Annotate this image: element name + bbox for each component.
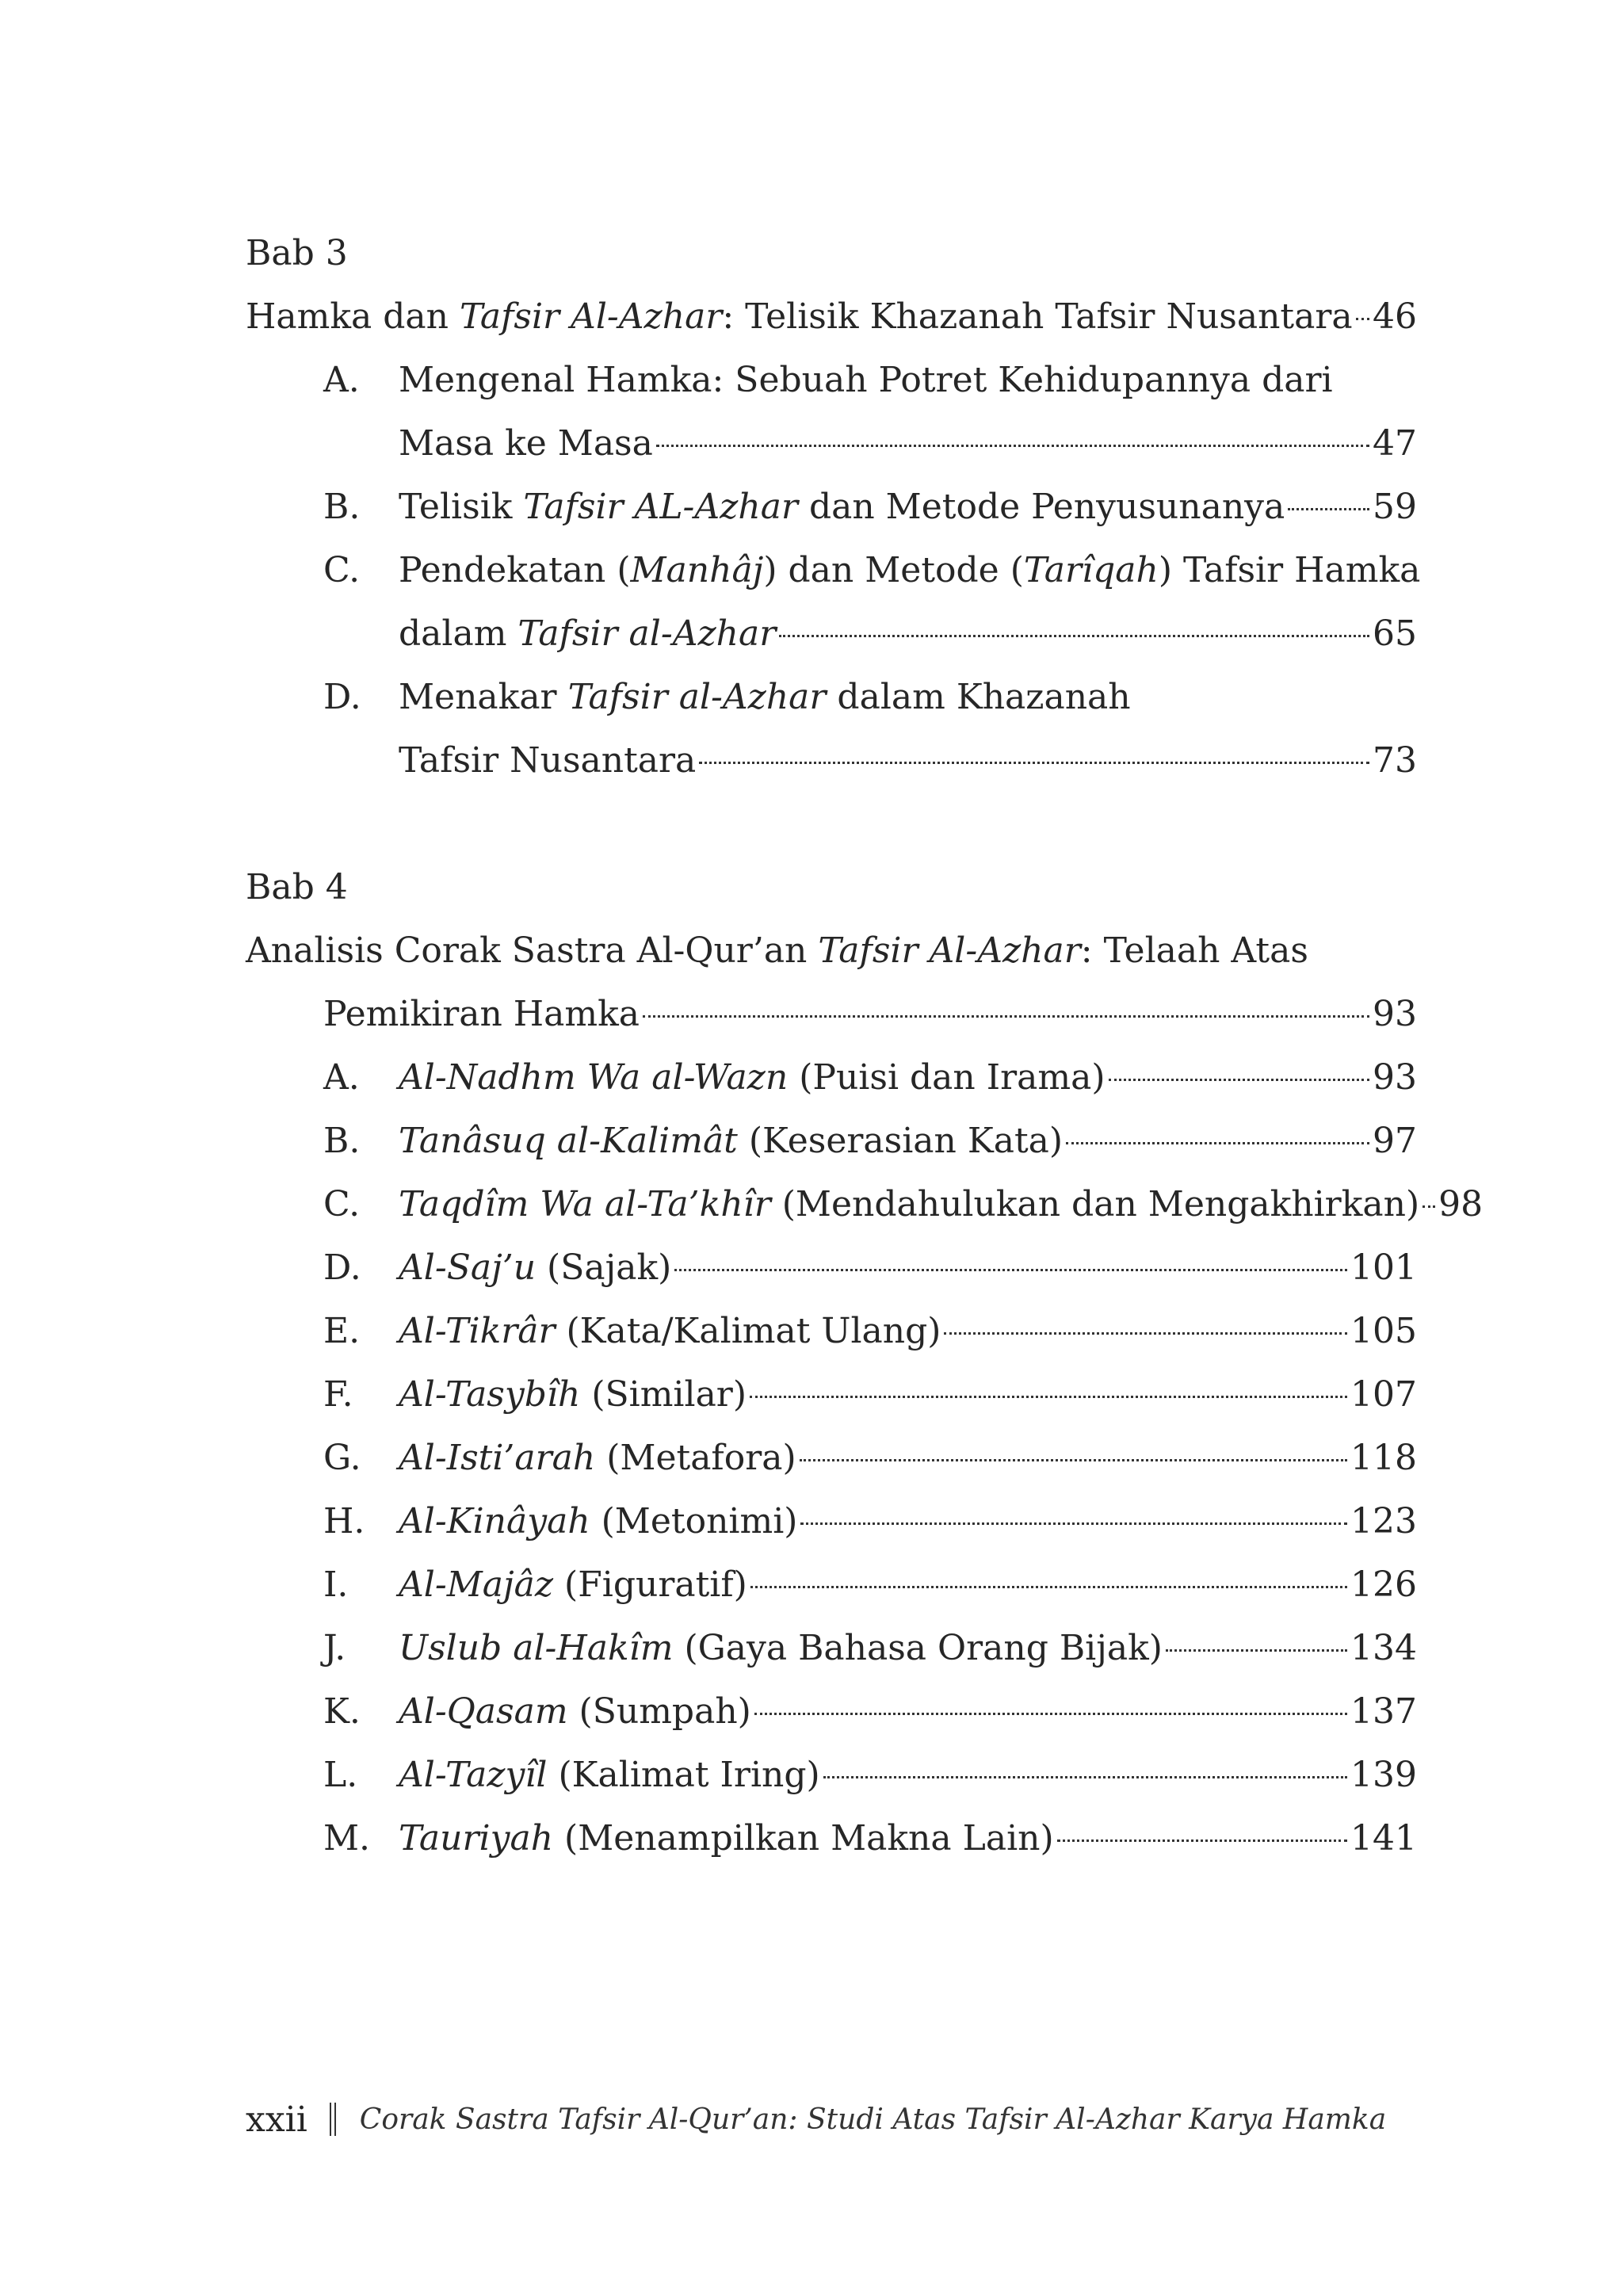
page-number: 46 <box>1373 296 1417 337</box>
toc-entry-bab4-l[interactable] <box>246 1744 1417 1807</box>
page-number: 65 <box>1373 613 1417 654</box>
entry-letter: A. <box>323 360 360 400</box>
page-number: 139 <box>1350 1755 1417 1795</box>
page-number: 126 <box>1350 1564 1417 1605</box>
toc-entry-bab4-b[interactable] <box>246 1110 1417 1173</box>
bab4-title-entry-cont[interactable] <box>246 983 1417 1046</box>
entry-title: Telisik Tafsir AL-Azhar dan Metode Penyusunanya <box>399 487 1285 527</box>
entry-title: Al-Nadhm Wa al-Wazn (Puisi dan Irama) <box>399 1057 1106 1098</box>
page-number: 59 <box>1373 487 1417 527</box>
entry-title: Al-Tasybîh (Similar) <box>399 1374 747 1415</box>
bab3-label: Bab 3 <box>246 233 348 273</box>
toc-entry-bab3-a-cont[interactable] <box>246 412 1417 476</box>
entry-title: Al-Tazyîl (Kalimat Iring) <box>399 1755 820 1795</box>
dot-leader <box>674 1269 1347 1271</box>
folio-page-number: xxii <box>246 2099 307 2140</box>
toc-entry-bab3-d-cont[interactable] <box>246 729 1417 793</box>
dot-leader <box>754 1713 1347 1715</box>
page-number: 93 <box>1373 1057 1417 1098</box>
toc-entry-bab4-a[interactable] <box>246 1046 1417 1110</box>
entry-letter: F. <box>323 1374 353 1415</box>
entry-title: Tanâsuq al-Kalimât (Keserasian Kata) <box>399 1121 1064 1161</box>
page-number: 101 <box>1350 1247 1417 1288</box>
footer-separator <box>330 2103 336 2136</box>
entry-title: Al-Isti’arah (Metafora) <box>399 1438 796 1478</box>
toc-entry-bab3-c[interactable] <box>246 539 1421 602</box>
toc-entry-bab3-a[interactable] <box>246 349 1417 412</box>
dot-leader <box>1288 508 1369 510</box>
toc-entry-bab4-m[interactable] <box>246 1807 1417 1870</box>
entry-letter: M. <box>323 1818 371 1859</box>
toc-entry-bab4-j[interactable] <box>246 1617 1417 1680</box>
toc-entry-bab4-f[interactable] <box>246 1363 1417 1427</box>
page-number: 47 <box>1373 423 1417 464</box>
entry-letter: B. <box>323 1121 361 1161</box>
dot-leader <box>1066 1142 1369 1144</box>
entry-title-cont: dalam Tafsir al-Azhar <box>399 613 777 654</box>
toc-entry-bab4-e[interactable] <box>246 1300 1417 1363</box>
entry-title: Al-Tikrâr (Kata/Kalimat Ulang) <box>399 1311 941 1351</box>
entry-title: Al-Majâz (Figuratif) <box>399 1564 747 1605</box>
page-number: 118 <box>1350 1438 1417 1478</box>
entry-letter: J. <box>323 1628 346 1668</box>
dot-leader <box>779 635 1369 637</box>
bab3-label-line <box>246 222 1417 285</box>
entry-title: Pendekatan (Manhâj) dan Metode (Tarîqah) Tafsir Hamka <box>399 550 1421 590</box>
page-number: 105 <box>1350 1311 1417 1351</box>
bab4-title-cont: Pemikiran Hamka <box>323 994 640 1034</box>
entry-title: Al-Qasam (Sumpah) <box>399 1691 751 1732</box>
entry-title: Uslub al-Hakîm (Gaya Bahasa Orang Bijak) <box>399 1628 1163 1668</box>
bab3-title-entry[interactable] <box>246 285 1417 349</box>
entry-title: Taqdîm Wa al-Ta’khîr (Mendahulukan dan Mengakhirkan) <box>399 1184 1420 1224</box>
page-number: 98 <box>1438 1184 1484 1224</box>
bab4-label-line <box>246 856 1417 919</box>
entry-letter: K. <box>323 1691 361 1732</box>
entry-title-cont: Masa ke Masa <box>399 423 653 464</box>
toc-entry-bab4-d[interactable] <box>246 1236 1417 1300</box>
dot-leader <box>1109 1079 1370 1081</box>
page-number: 137 <box>1350 1691 1417 1732</box>
page-number: 73 <box>1373 740 1417 781</box>
dot-leader <box>750 1586 1347 1588</box>
dot-leader <box>800 1459 1347 1461</box>
page-number: 97 <box>1373 1121 1417 1161</box>
entry-letter: D. <box>323 677 361 717</box>
entry-letter: C. <box>323 550 361 590</box>
toc-entry-bab4-h[interactable] <box>246 1490 1417 1553</box>
page-number: 123 <box>1350 1501 1417 1541</box>
toc-entry-bab3-b[interactable] <box>246 476 1417 539</box>
toc-entry-bab3-c-cont[interactable] <box>246 602 1417 666</box>
dot-leader <box>643 1015 1369 1018</box>
entry-title: Tauriyah (Menampilkan Makna Lain) <box>399 1818 1054 1859</box>
toc-entry-bab3-d[interactable] <box>246 666 1417 729</box>
bab3-title: Hamka dan Tafsir Al-Azhar: Telisik Khazanah Tafsir Nusantara <box>246 296 1353 337</box>
entry-title: Al-Kinâyah (Metonimi) <box>399 1501 798 1541</box>
entry-title: Menakar Tafsir al-Azhar dalam Khazanah <box>399 677 1131 717</box>
toc-entry-bab4-i[interactable] <box>246 1553 1417 1617</box>
toc-entry-bab4-c[interactable] <box>246 1173 1484 1236</box>
entry-letter: B. <box>323 487 361 527</box>
dot-leader <box>823 1776 1347 1778</box>
entry-title: Al-Saj’u (Sajak) <box>399 1247 672 1288</box>
running-book-title: Corak Sastra Tafsir Al-Qur’an: Studi Atas Tafsir Al-Azhar Karya Hamka <box>359 2103 1387 2136</box>
entry-letter: D. <box>323 1247 361 1288</box>
entry-letter: C. <box>323 1184 361 1224</box>
dot-leader <box>1166 1649 1347 1652</box>
dot-leader <box>944 1332 1347 1335</box>
bab4-label: Bab 4 <box>246 867 348 907</box>
entry-letter: E. <box>323 1311 361 1351</box>
dot-leader <box>1057 1839 1347 1842</box>
entry-title: Mengenal Hamka: Sebuah Potret Kehidupannya dari <box>399 360 1333 400</box>
page-number: 134 <box>1350 1628 1417 1668</box>
dot-leader <box>656 445 1369 447</box>
running-footer <box>246 2088 1386 2151</box>
dot-leader <box>1356 318 1369 320</box>
bab4-title: Analisis Corak Sastra Al-Qur’an Tafsir Al-Azhar: Telaah Atas <box>246 930 1308 971</box>
bab4-title-entry[interactable] <box>246 919 1417 983</box>
entry-letter: L. <box>323 1755 358 1795</box>
entry-letter: I. <box>323 1564 349 1605</box>
page-number: 107 <box>1350 1374 1417 1415</box>
toc-entry-bab4-g[interactable] <box>246 1427 1417 1490</box>
entry-letter: H. <box>323 1501 365 1541</box>
page-number: 93 <box>1373 994 1417 1034</box>
dot-leader <box>1423 1205 1435 1208</box>
dot-leader <box>699 762 1369 764</box>
entry-letter: A. <box>323 1057 360 1098</box>
dot-leader <box>750 1396 1347 1398</box>
page-number: 141 <box>1350 1818 1417 1859</box>
dot-leader <box>800 1522 1347 1525</box>
entry-title-cont: Tafsir Nusantara <box>399 740 697 781</box>
entry-letter: G. <box>323 1438 361 1478</box>
toc-entry-bab4-k[interactable] <box>246 1680 1417 1744</box>
